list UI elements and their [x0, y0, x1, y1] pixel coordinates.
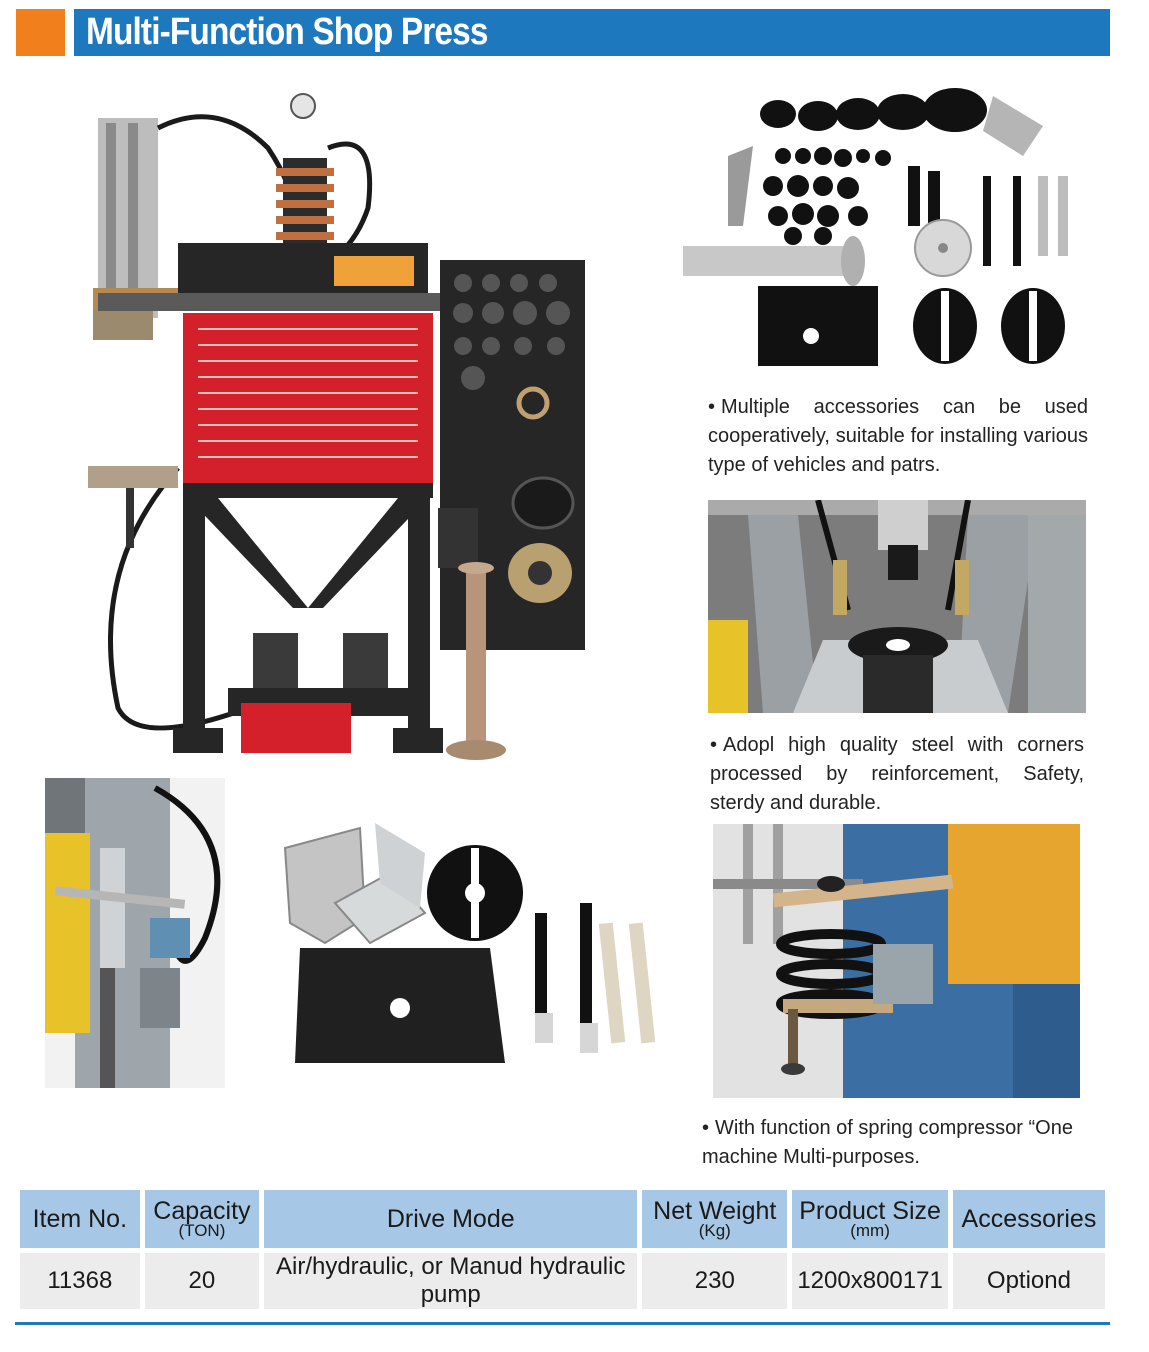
- cell-drive-mode: Air/hydraulic, or Manud hydraulic pump: [264, 1253, 637, 1309]
- cell-item-no: 11368: [20, 1253, 140, 1309]
- header-accent-square: [16, 9, 65, 56]
- caption-spring: • With function of spring compressor “One machine Multi-purposes.: [702, 1117, 1073, 1168]
- main-press-photo: [78, 88, 618, 778]
- caption-steel: • Adopl high quality steel with corners processed by reinforcement, Safety, sterdy and durable.: [710, 734, 1084, 814]
- spring-compressor-photo: [713, 824, 1080, 1098]
- caption-accessories: • Multiple accessories can be used cooperatively, suitable for installing various type of vehicles and patrs.: [708, 396, 1088, 476]
- parts-photo: [280, 823, 675, 1088]
- cell-capacity: 20: [145, 1253, 260, 1309]
- table-row: [20, 1253, 1105, 1309]
- col-accessories: Accessories: [953, 1190, 1105, 1248]
- col-drive-mode: Drive Mode: [264, 1190, 637, 1248]
- steel-corners-photo: [708, 500, 1086, 713]
- cell-net-weight: 230: [642, 1253, 787, 1309]
- cell-accessories: Optiond: [953, 1253, 1105, 1309]
- spec-table: [15, 1185, 1110, 1314]
- footer-divider: [15, 1322, 1110, 1325]
- accessories-photo: [683, 86, 1088, 384]
- col-item-no: Item No.: [20, 1190, 140, 1248]
- col-product-size: Product Size (mm): [792, 1190, 948, 1248]
- col-capacity: Capacity (TON): [145, 1190, 260, 1248]
- page-title: Multi-Function Shop Press: [86, 11, 488, 53]
- pump-closeup-photo: [45, 778, 225, 1088]
- cell-product-size: 1200x800171: [792, 1253, 948, 1309]
- col-net-weight: Net Weight (Kg): [642, 1190, 787, 1248]
- spec-table-header-row: [20, 1190, 1105, 1248]
